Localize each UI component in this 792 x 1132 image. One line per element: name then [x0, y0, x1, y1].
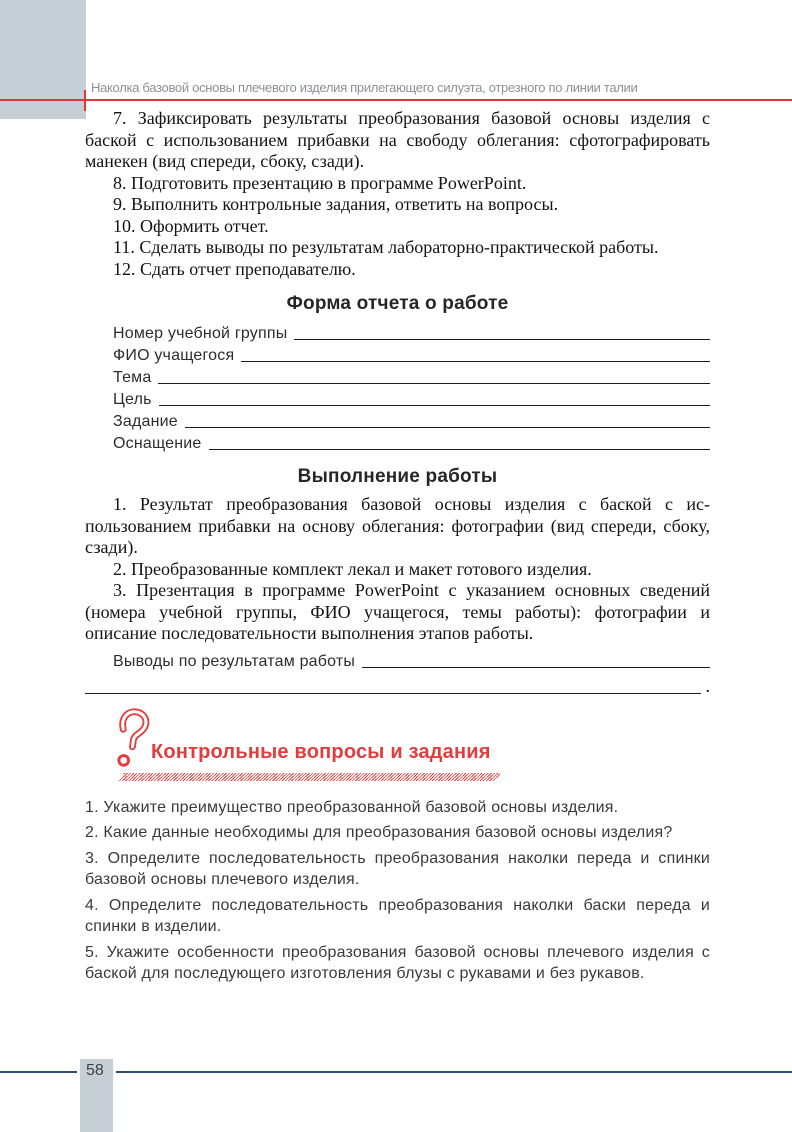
- form-blank-line: [85, 679, 701, 694]
- form-blank-line: [185, 413, 710, 428]
- question-item: 1. Укажите преимущество преобразованной базовой основы изделия.: [85, 798, 619, 816]
- form-field-label: Номер учебной группы: [113, 325, 288, 342]
- form-row: [85, 387, 710, 409]
- page-content: [85, 108, 710, 989]
- form-row: [85, 321, 710, 343]
- form-field-label: Задание: [113, 413, 178, 430]
- corner-block: [0, 0, 86, 119]
- form-blank-line: [159, 391, 710, 406]
- question-item: 2. Какие данные необходимы для преобразования базовой основы изделия?: [85, 824, 673, 841]
- question-item: 5. Укажите особенности преобразования базовой основы плечевого изделия с баской для последующего изготовления блузы с рукавами и без рукавов.: [85, 943, 710, 982]
- work-item: 3. Презентация в программе PowerPoint с указанием основных сведений (номера учебной группы, ФИО учащегося, темы работы): фотографии и описание последовательности выполнения этапов работы.: [85, 580, 710, 643]
- form-blank-line: [362, 653, 710, 668]
- report-form-title: Форма отчета о работе: [286, 293, 509, 314]
- footer-rule: [0, 1071, 792, 1073]
- page-number-tab: [77, 1059, 116, 1132]
- control-questions-header: [85, 705, 710, 791]
- intro-step: 12. Сдать отчет преподавателю.: [113, 258, 356, 279]
- conclusions-row: [85, 649, 710, 671]
- form-row: [85, 431, 710, 453]
- control-questions-title: Контрольные вопросы и задания: [151, 740, 491, 763]
- conclusions-period: .: [705, 675, 710, 696]
- question-item: 4. Определите последовательность преобразования наколки баски переда и спинки в изделии.: [85, 896, 710, 935]
- intro-step: 10. Оформить отчет.: [113, 215, 269, 236]
- conclusions-row: [85, 671, 710, 697]
- work-item: 1. Результат преобразования базовой основы изделия с баской с использованием прибавки на основу облегания: фотографии (вид спереди, сбоку, сзади).: [85, 494, 710, 557]
- form-row: [85, 409, 710, 431]
- form-field-label: ФИО учащегося: [113, 347, 235, 364]
- running-head: Наколка базовой основы плечевого изделия прилегающего силуэта, отрезного по линии талии: [91, 80, 638, 95]
- work-item: 2. Преобразованные комплект лекал и макет готового изделия.: [113, 558, 592, 579]
- intro-step: 9. Выполнить контрольные задания, ответить на вопросы.: [113, 194, 559, 214]
- report-form: [85, 321, 710, 453]
- form-field-label: Тема: [113, 369, 152, 386]
- page-number: 58: [86, 1062, 104, 1079]
- form-blank-line: [209, 435, 710, 450]
- intro-step: 8. Подготовить презентацию в программе PowerPoint.: [113, 172, 527, 193]
- intro-step: 7. Зафиксировать результаты преобразования базовой основы изделия с баской с использованием прибавки на свободу облегания: сфотографировать манекен (вид спереди, сбоку, сзади).: [85, 108, 710, 171]
- control-questions-list: [85, 797, 710, 985]
- conclusions-label: Выводы по результатам работы: [113, 652, 356, 670]
- header-rule: [0, 99, 792, 101]
- intro-step: 11. Сделать выводы по результатам лабораторно-практической работы.: [113, 237, 659, 257]
- work-execution-title: Выполнение работы: [297, 466, 498, 487]
- question-mark-icon: [109, 707, 153, 773]
- form-row: [85, 365, 710, 387]
- form-row: [85, 343, 710, 365]
- form-field-label: Цель: [113, 391, 152, 408]
- form-blank-line: [241, 347, 710, 362]
- form-field-label: Оснащение: [113, 435, 202, 452]
- question-item: 3. Определите последовательность преобразования наколки переда и спинки базовой основы плечевого изделия.: [85, 849, 710, 888]
- hatched-underline: [118, 773, 501, 781]
- form-blank-line: [294, 325, 710, 340]
- form-blank-line: [158, 369, 710, 384]
